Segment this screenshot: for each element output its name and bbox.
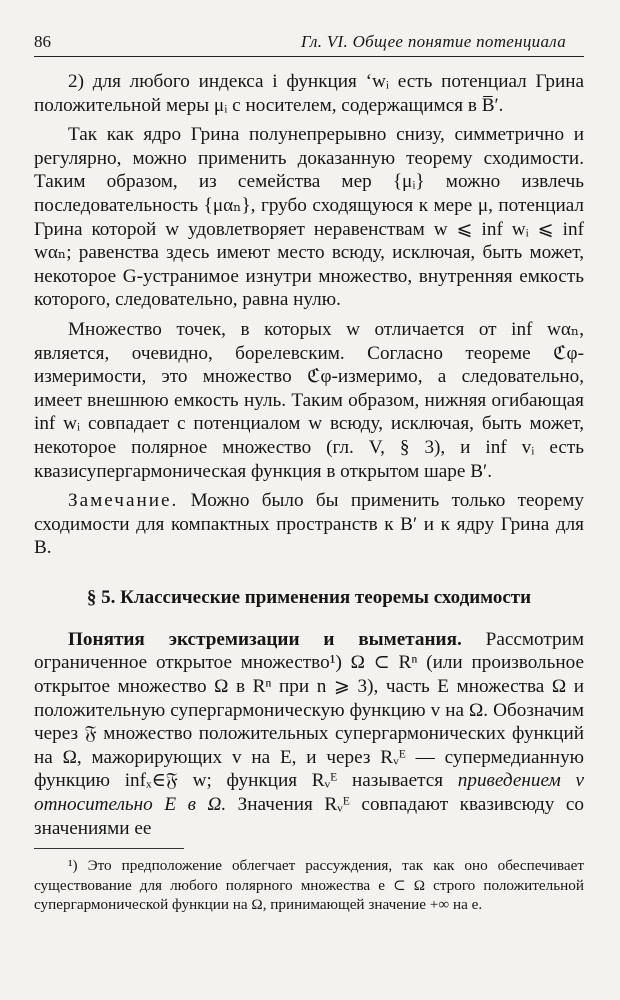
page-header <box>34 30 584 57</box>
section-heading: § 5. Классические применения теоремы сходимости <box>86 586 532 608</box>
remark-text: Можно было бы применить только теорему сходимости для компактных пространств к B′ и к ядру Грина для B. <box>34 490 584 559</box>
paragraph-extremization <box>34 628 584 840</box>
reduction-definition: приведением v относительно E в Ω. <box>34 770 584 816</box>
running-title: Гл. VI. Общее понятие потенциала <box>300 32 566 51</box>
remark-label: Замечание. <box>68 490 179 512</box>
paragraph-condition-2: 2) для любого индекса i функция ‘wᵢ есть потенциал Грина положительной меры μᵢ с носителем, содержащимся в B̅′. <box>34 71 584 116</box>
paragraph-borel-set: Множество точек, в которых w отличается от inf wαₙ, является, очевидно, борелевским. Согласно теореме ℭφ-измеримости, это множество ℭφ-измеримо, а следовательно, имеет внешнюю емкость нуль. Таким образом, нижняя огибающая inf wᵢ совпадает с потенциалом w всюду, исключая, быть может, некоторое полярное множество (гл. V, § 3), и inf vᵢ есть квазисупергармоническая функция в открытом шаре B′. <box>34 318 584 482</box>
page-number: 86 <box>34 32 51 51</box>
extremization-text: Рассмотрим ограниченное открытое множество¹) Ω ⊂ Rⁿ (или произвольное открытое множество Ω в Rⁿ при n ⩾ 3), часть E множества Ω и положительную супергармоническую функцию v на Ω. Обозначим через 𝔉 множество положительных супергармонических функций на Ω, мажорирующих v на E, и через Rᵥᴱ — супермедианную функцию infₓ∈𝔉 w; функция Rᵥᴱ называется <box>34 628 584 792</box>
footnote-divider <box>34 848 184 849</box>
page-body <box>34 70 584 840</box>
subheading: Понятия экстремизации и выметания. <box>68 628 462 650</box>
paragraph-remark <box>34 489 584 560</box>
footnote: ¹) Это предположение облегчает рассуждения, так как оно обеспечивает существование для любого полярного множества e ⊂ Ω строго положительной супергармонической функции на Ω, принимающей значение +∞ на e. <box>34 857 584 913</box>
paragraph-green-kernel: Так как ядро Грина полунепрерывно снизу, симметрично и регулярно, можно применить доказанную теорему сходимости. Таким образом, из семейства мер {μᵢ} можно извлечь последовательность {μαₙ}, грубо сходящуюся к мере μ, потенциал Грина которой w удовлетворяет неравенствам w ⩽ inf wᵢ ⩽ inf wαₙ; равенства здесь имеют место всюду, исключая, быть может, некоторое G-устранимое изнутри множество, внутренняя емкость которого, следовательно, равна нулю. <box>34 124 585 311</box>
extremization-end: Значения Rᵥᴱ совпадают квазивсюду со значениями ее <box>34 794 584 839</box>
